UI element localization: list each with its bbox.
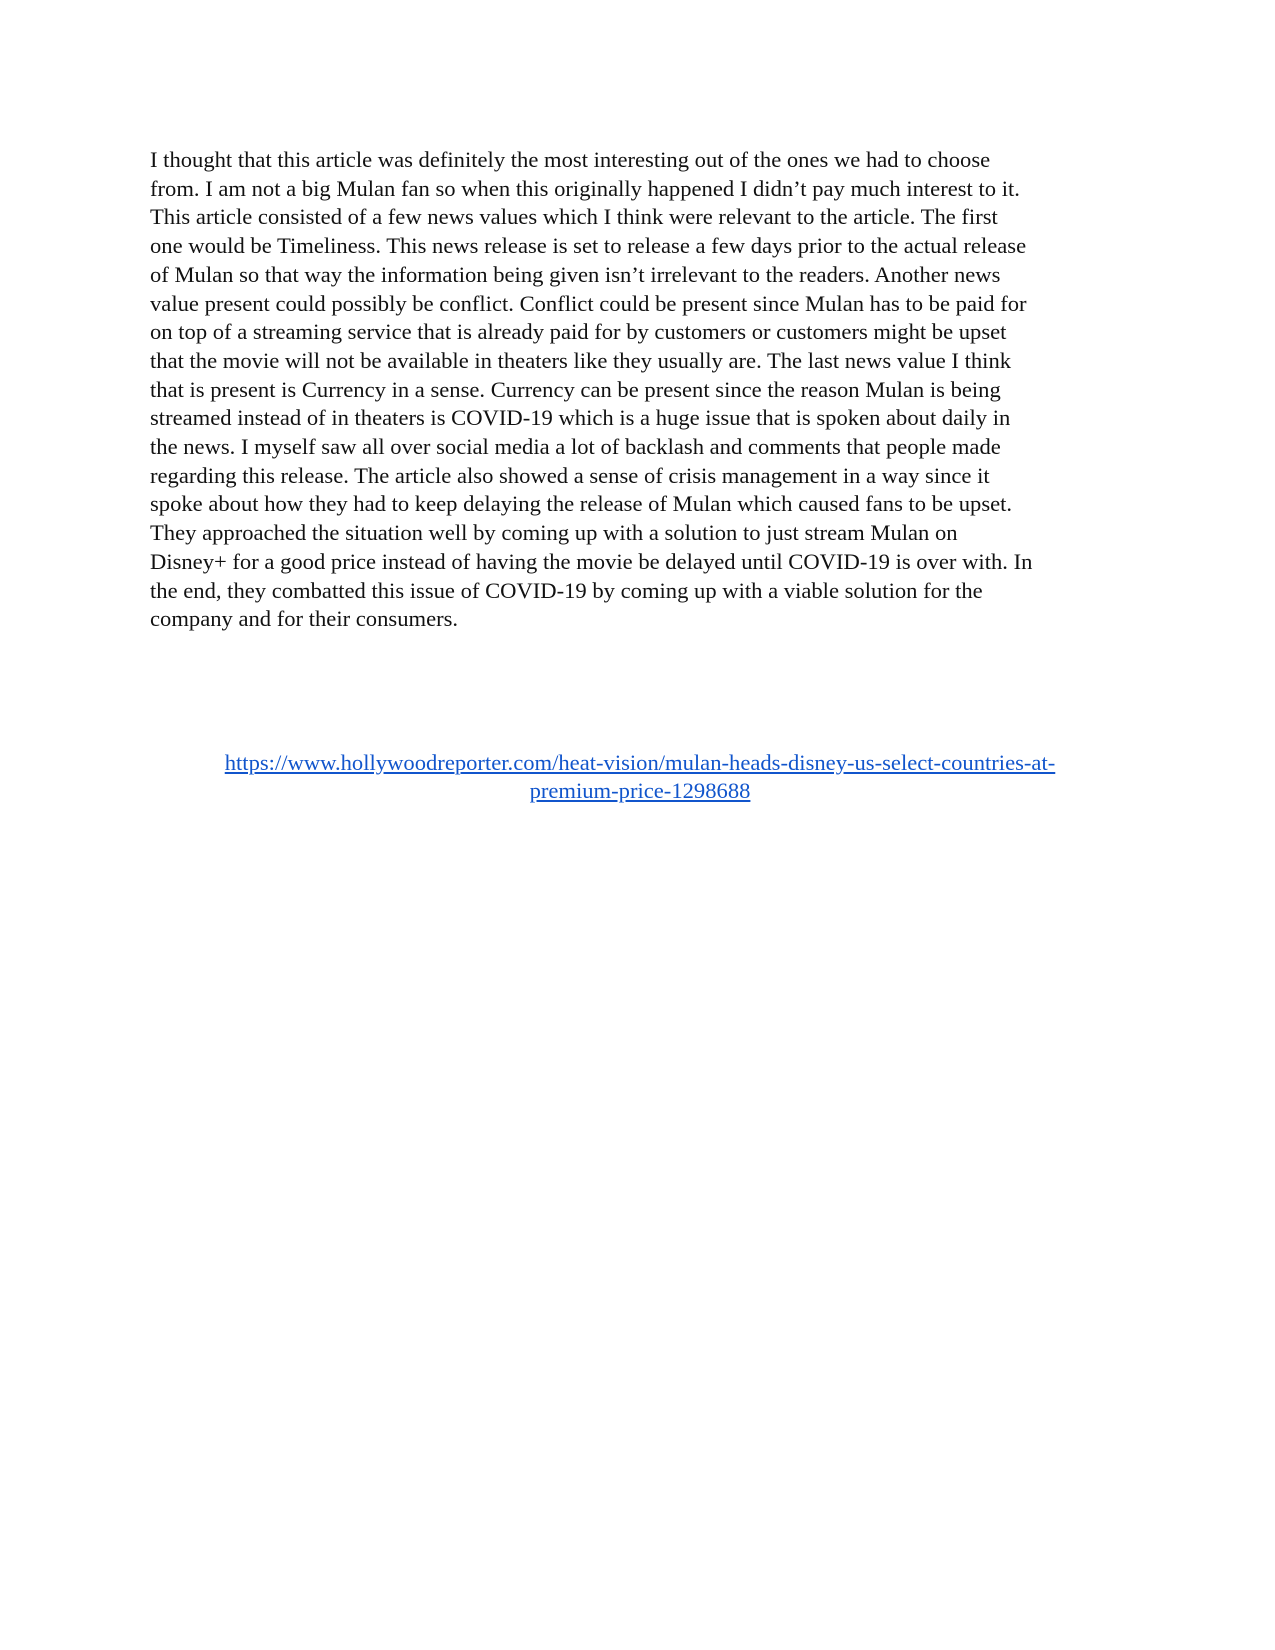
source-link-block: [150, 720, 1130, 806]
body-paragraph: I thought that this article was definitely the most interesting out of the ones we had to choose from. I am not a big Mulan fan so when this originally happened I didn’t pay much interest to it. This article consisted of a few news values which I think were relevant to the article. The first one would be Timeliness. This news release is set to release a few days prior to the actual release of Mulan so that way the information being given isn’t irrelevant to the readers. Another news value present could possibly be conflict. Conflict could be present since Mulan has to be paid for on top of a streaming service that is already paid for by customers or customers might be upset that the movie will not be available in theaters like they usually are. The last news value I think that is present is Currency in a sense. Currency can be present since the reason Mulan is being streamed instead of in theaters is COVID-19 which is a huge issue that is spoken about daily in the news. I myself saw all over social media a lot of backlash and comments that people made regarding this release. The article also showed a sense of crisis management in a way since it spoke about how they had to keep delaying the release of Mulan which caused fans to be upset. They approached the situation well by coming up with a solution to just stream Mulan on Disney+ for a good price instead of having the movie be delayed until COVID-19 is over with. In the end, they combatted this issue of COVID-19 by coming up with a viable solution for the company and for their consumers.: [150, 147, 1033, 632]
source-link[interactable]: https://www.hollywoodreporter.com/heat-vision/mulan-heads-disney-us-select-countries-at- premium-price-1298688: [224, 749, 1056, 804]
